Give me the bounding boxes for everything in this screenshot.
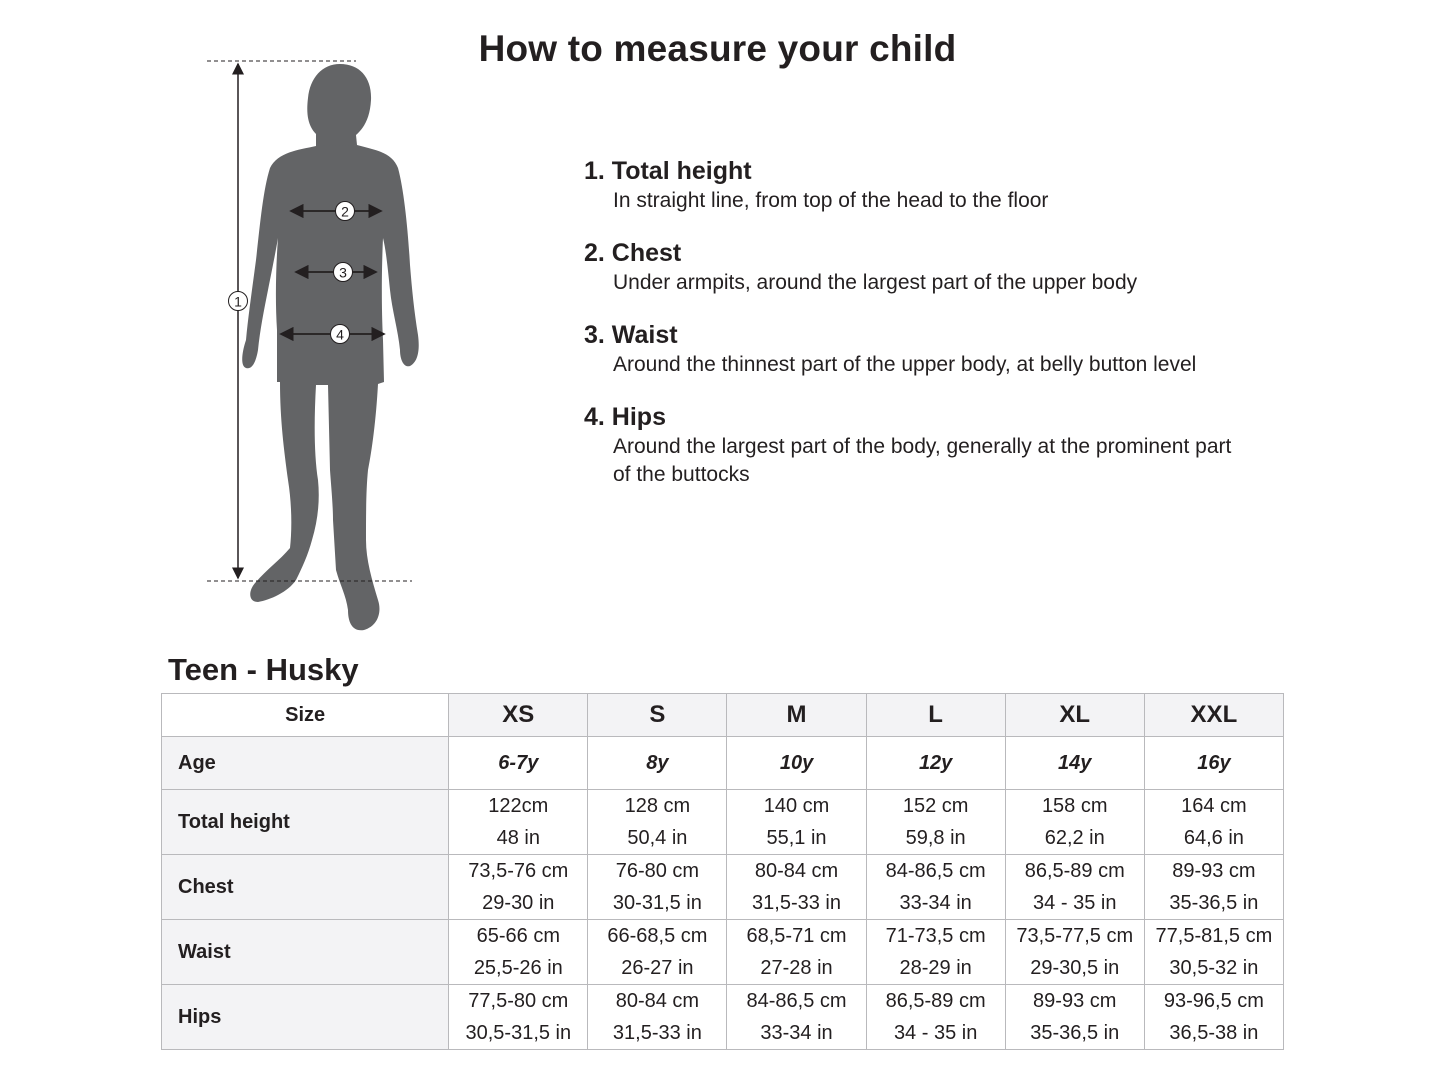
measure-cell <box>727 985 866 1050</box>
marker-2-label: 2 <box>341 203 349 220</box>
measurement-instructions <box>584 156 1274 512</box>
table-row-waist <box>162 920 1284 985</box>
cm-value: 77,5-81,5 cm <box>1155 925 1273 947</box>
size-header-row <box>162 694 1284 737</box>
table-row-total-height <box>162 790 1284 855</box>
size-column-header: S <box>588 694 727 737</box>
marker-2 <box>336 202 355 221</box>
marker-3-label: 3 <box>339 264 347 281</box>
measure-cell <box>1144 985 1283 1050</box>
measure-cell <box>1005 855 1144 920</box>
page-title: How to measure your child <box>478 28 957 69</box>
measure-cell <box>588 855 727 920</box>
measure-cell <box>1005 920 1144 985</box>
cm-value: 65-66 cm <box>476 925 560 947</box>
cm-value: 80-84 cm <box>754 860 839 882</box>
marker-4 <box>331 325 350 344</box>
step-waist <box>584 320 1274 379</box>
cm-value: 89-93 cm <box>1172 860 1256 882</box>
cm-value: 84-86,5 cm <box>885 860 986 882</box>
measure-cell <box>1005 985 1144 1050</box>
cm-value: 93-96,5 cm <box>1163 990 1264 1012</box>
cm-value: 73,5-77,5 cm <box>1016 925 1134 947</box>
cm-value: 76-80 cm <box>615 860 700 882</box>
row-label: Hips <box>162 985 449 1050</box>
marker-3 <box>334 263 353 282</box>
measure-cell <box>1144 790 1283 855</box>
measure-cell <box>1005 790 1144 855</box>
in-value: 31,5-33 in <box>612 1022 702 1044</box>
marker-4-label: 4 <box>336 326 344 343</box>
in-value: 35-36,5 in <box>1030 1022 1120 1044</box>
measure-cell <box>727 790 866 855</box>
in-value: 62,2 in <box>1044 827 1105 849</box>
in-value: 28-29 in <box>899 957 972 979</box>
step-description: Around the largest part of the body, generally at the prominent part of the buttocks <box>613 435 1232 486</box>
measure-cell <box>449 985 588 1050</box>
measure-cell <box>866 920 1005 985</box>
size-column-header: L <box>866 694 1005 737</box>
cm-value: 128 cm <box>624 795 691 817</box>
cm-value: 73,5-76 cm <box>468 860 569 882</box>
age-cell: 16y <box>1144 737 1283 790</box>
measure-cell <box>449 790 588 855</box>
age-cell: 6-7y <box>449 737 588 790</box>
cm-value: 86,5-89 cm <box>885 990 986 1012</box>
row-label: Age <box>162 737 449 790</box>
measure-cell <box>449 920 588 985</box>
step-heading: 2. Chest <box>584 239 682 267</box>
cm-value: 71-73,5 cm <box>885 925 986 947</box>
size-column-header: XXL <box>1144 694 1283 737</box>
cm-value: 152 cm <box>902 795 969 817</box>
in-value: 59,8 in <box>905 827 966 849</box>
measure-cell <box>866 985 1005 1050</box>
size-column-header: M <box>727 694 866 737</box>
cm-value: 80-84 cm <box>615 990 700 1012</box>
in-value: 50,4 in <box>627 827 688 849</box>
age-cell: 8y <box>588 737 727 790</box>
step-heading: 3. Waist <box>584 321 678 349</box>
step-heading: 4. Hips <box>584 403 666 431</box>
cm-value: 84-86,5 cm <box>746 990 847 1012</box>
row-label: Total height <box>162 790 449 855</box>
table-row-chest <box>162 855 1284 920</box>
in-value: 33-34 in <box>760 1022 833 1044</box>
in-value: 55,1 in <box>766 827 827 849</box>
step-hips <box>584 402 1274 489</box>
measure-cell <box>1144 920 1283 985</box>
measure-cell <box>449 855 588 920</box>
measure-cell <box>866 855 1005 920</box>
size-table-title: Teen - Husky <box>168 652 359 687</box>
cm-value: 140 cm <box>763 795 830 817</box>
in-value: 30,5-32 in <box>1169 957 1259 979</box>
measure-cell <box>866 790 1005 855</box>
in-value: 64,6 in <box>1183 827 1244 849</box>
in-value: 31,5-33 in <box>752 892 841 914</box>
age-cell: 14y <box>1005 737 1144 790</box>
measure-cell <box>1144 855 1283 920</box>
in-value: 27-28 in <box>760 957 833 979</box>
in-value: 30,5-31,5 in <box>465 1022 572 1044</box>
step-heading: 1. Total height <box>584 157 752 185</box>
measure-cell <box>727 855 866 920</box>
cm-value: 68,5-71 cm <box>746 925 847 947</box>
age-cell: 10y <box>727 737 866 790</box>
cm-value: 66-68,5 cm <box>607 925 708 947</box>
in-value: 33-34 in <box>899 892 972 914</box>
size-column-header: XL <box>1005 694 1144 737</box>
marker-1 <box>229 292 248 311</box>
step-total-height <box>584 156 1274 215</box>
in-value: 26-27 in <box>621 957 694 979</box>
in-value: 34 - 35 in <box>893 1022 978 1044</box>
cm-value: 86,5-89 cm <box>1024 860 1125 882</box>
in-value: 48 in <box>496 827 540 849</box>
size-chart-table <box>161 693 1284 1050</box>
silhouette <box>242 64 419 630</box>
in-value: 30-31,5 in <box>612 892 702 914</box>
row-label: Waist <box>162 920 449 985</box>
age-cell: 12y <box>866 737 1005 790</box>
measure-cell <box>588 790 727 855</box>
measure-cell <box>727 920 866 985</box>
in-value: 29-30 in <box>482 892 555 914</box>
cm-value: 164 cm <box>1181 795 1247 817</box>
in-value: 36,5-38 in <box>1169 1022 1259 1044</box>
in-value: 25,5-26 in <box>473 957 563 979</box>
step-description: Under armpits, around the largest part of the upper body <box>613 271 1138 294</box>
cm-value: 77,5-80 cm <box>468 990 569 1012</box>
step-description: Around the thinnest part of the upper body, at belly button level <box>613 353 1197 376</box>
cm-value: 122cm <box>488 795 549 817</box>
cm-value: 89-93 cm <box>1033 990 1117 1012</box>
measure-cell <box>588 985 727 1050</box>
row-label: Chest <box>162 855 449 920</box>
step-chest <box>584 238 1274 297</box>
in-value: 35-36,5 in <box>1169 892 1259 914</box>
table-row-age <box>162 737 1284 790</box>
size-header-label: Size <box>162 694 449 737</box>
measure-cell <box>588 920 727 985</box>
size-column-header: XS <box>449 694 588 737</box>
in-value: 34 - 35 in <box>1033 892 1117 914</box>
in-value: 29-30,5 in <box>1030 957 1120 979</box>
table-row-hips <box>162 985 1284 1050</box>
step-description: In straight line, from top of the head to the floor <box>613 189 1049 212</box>
child-silhouette-figure <box>195 50 425 640</box>
cm-value: 158 cm <box>1041 795 1108 817</box>
marker-1-label: 1 <box>234 293 242 310</box>
